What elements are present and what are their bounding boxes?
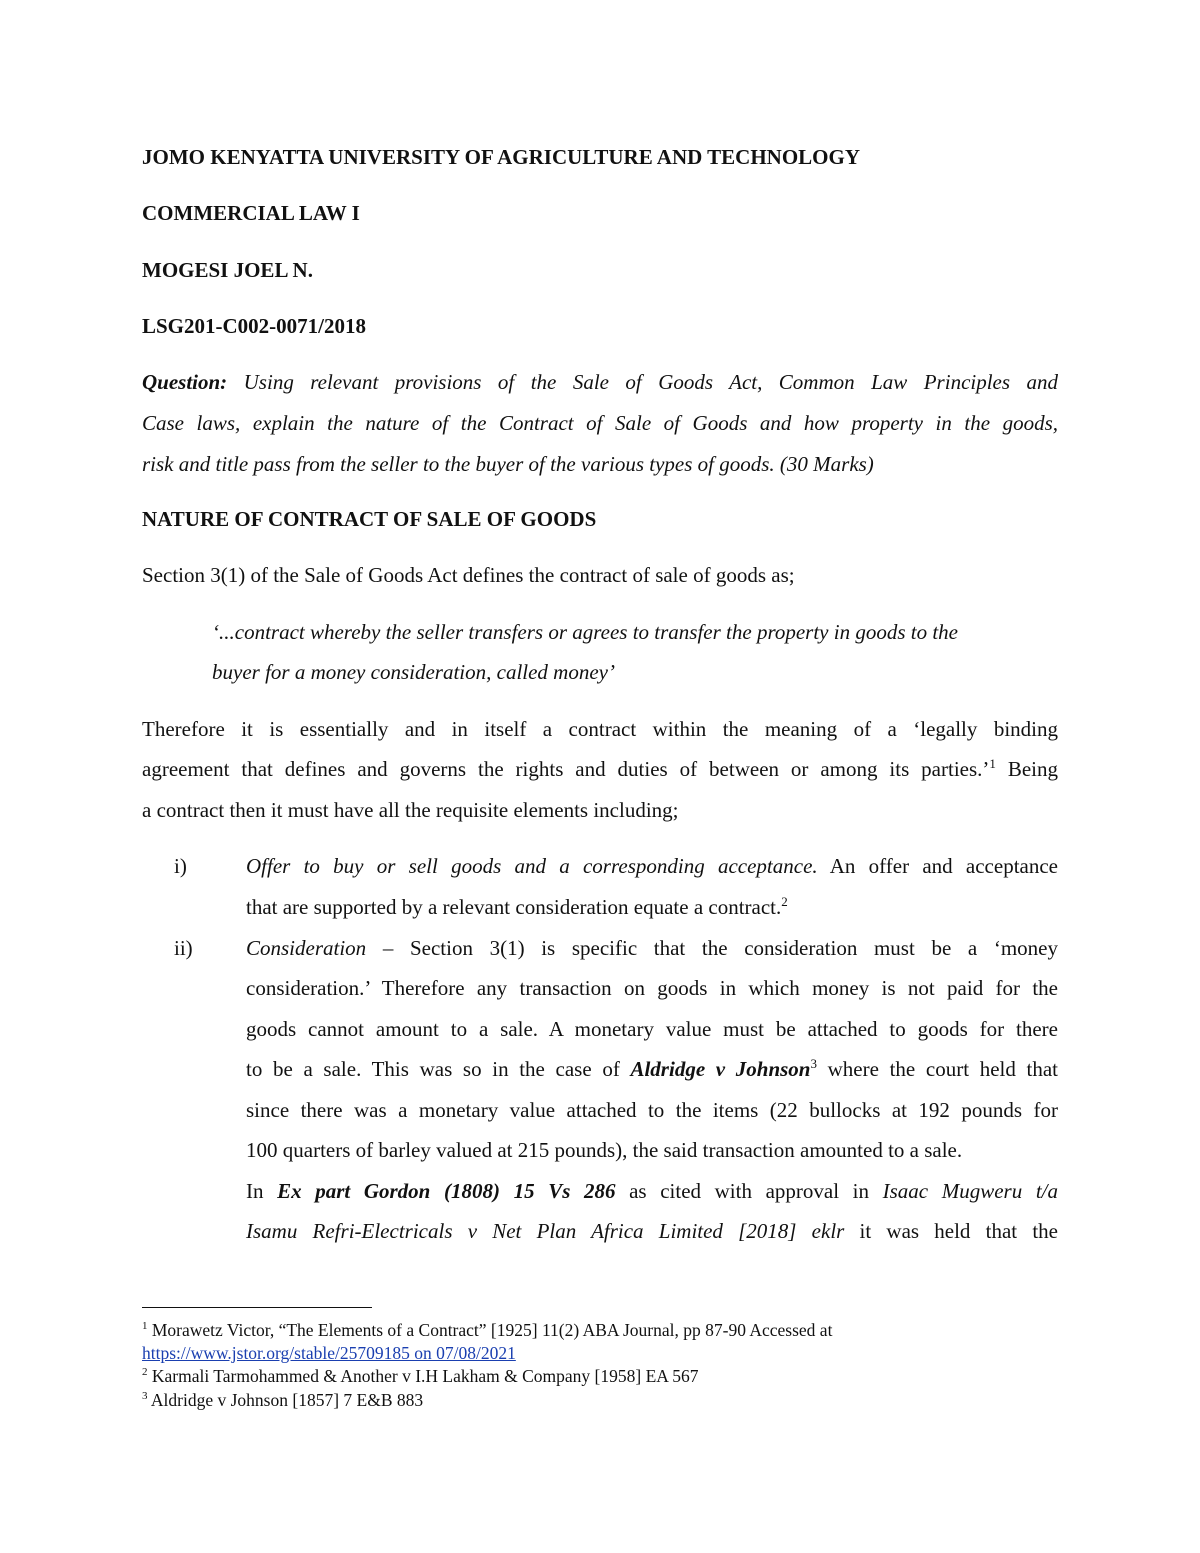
registration-number: LSG201-C002-0071/2018 — [142, 314, 367, 338]
list-item-2-line-5: since there was a monetary value attached to the items (22 bullocks at 192 pounds for — [246, 1098, 1058, 1122]
section-heading: NATURE OF CONTRACT OF SALE OF GOODS — [142, 507, 597, 531]
footnote-3: $^3$ Aldridge v Johnson [1857] 7 E&B 883 — [142, 1390, 424, 1410]
quote-line-2: buyer for a money consideration, called money’ — [212, 660, 615, 684]
list-item-1-line-1: Offer to buy or sell goods and a corresponding acceptance. An offer and acceptance — [246, 854, 1058, 878]
footnote-1-link-line — [142, 1345, 516, 1363]
jstor-link[interactable]: https://www.jstor.org/stable/25709185 on 07/08/2021 — [142, 1343, 516, 1363]
footnote-2: $^2$ Karmali Tarmohammed & Another v I.H Lakham & Company [1958] EA 567 — [142, 1366, 699, 1386]
question-line-2: Case laws, explain the nature of the Contract of Sale of Goods and how property in the goods, — [142, 411, 1058, 435]
footnote-ref-2[interactable]: 2 — [781, 894, 788, 909]
para1-line-1: Therefore it is essentially and in itself a contract within the meaning of a ‘legally binding — [142, 717, 1058, 741]
footnote-ref-1[interactable]: 1 — [989, 756, 996, 771]
list-number-1: i) — [174, 854, 187, 878]
para1-line-3: a contract then it must have all the requisite elements including; — [142, 798, 679, 822]
case-aldridge-v-johnson: Aldridge v Johnson — [630, 1057, 811, 1081]
intro-paragraph: Section 3(1) of the Sale of Goods Act defines the contract of sale of goods as; — [142, 563, 795, 587]
para1-line-2: agreement that defines and governs the rights and duties of between or among its parties.’$^1$ Being — [142, 756, 1058, 781]
list-item-2-line-8: Isamu Refri-Electricals v Net Plan Africa Limited [2018] eklr it was held that the — [246, 1219, 1058, 1243]
list-item-2-line-1: Consideration – Section 3(1) is specific that the consideration must be a ‘money — [246, 936, 1058, 960]
list-item-2-line-6: 100 quarters of barley valued at 215 pounds), the said transaction amounted to a sale. — [246, 1138, 963, 1162]
list-number-2: ii) — [174, 936, 193, 960]
question-line-3: risk and title pass from the seller to the buyer of the various types of goods. (30 Marks) — [142, 452, 874, 476]
list-item-2-line-3: goods cannot amount to a sale. A monetary value must be attached to goods for there — [246, 1017, 1058, 1041]
case-ex-part-gordon: Ex part Gordon (1808) 15 Vs 286 — [277, 1179, 616, 1203]
course-title: COMMERCIAL LAW I — [142, 201, 360, 225]
list-item-1-line-2: that are supported by a relevant consideration equate a contract.$^2$ — [246, 894, 788, 919]
footnote-1: $^1$ Morawetz Victor, “The Elements of a Contract” [1925] 11(2) ABA Journal, pp 87-90 Accessed at — [142, 1320, 833, 1340]
question-label: Question: — [142, 370, 228, 394]
university-title: JOMO KENYATTA UNIVERSITY OF AGRICULTURE AND TECHNOLOGY — [142, 145, 861, 169]
list-item-2-line-7: In Ex part Gordon (1808) 15 Vs 286 as cited with approval in Isaac Mugweru t/a — [246, 1179, 1058, 1203]
footnote-separator — [142, 1307, 372, 1308]
quote-line-1: ‘...contract whereby the seller transfers or agrees to transfer the property in goods to the — [212, 620, 958, 644]
student-name: MOGESI JOEL N. — [142, 258, 313, 282]
list-item-2-line-2: consideration.’ Therefore any transaction on goods in which money is not paid for the — [246, 976, 1058, 1000]
footnote-ref-3[interactable]: 3 — [810, 1056, 817, 1071]
question-line-1: Question: Using relevant provisions of the Sale of Goods Act, Common Law Principles and — [142, 370, 1059, 394]
list-item-2-line-4: to be a sale. This was so in the case of Aldridge v Johnson$^3$ where the court held that — [246, 1056, 1059, 1081]
